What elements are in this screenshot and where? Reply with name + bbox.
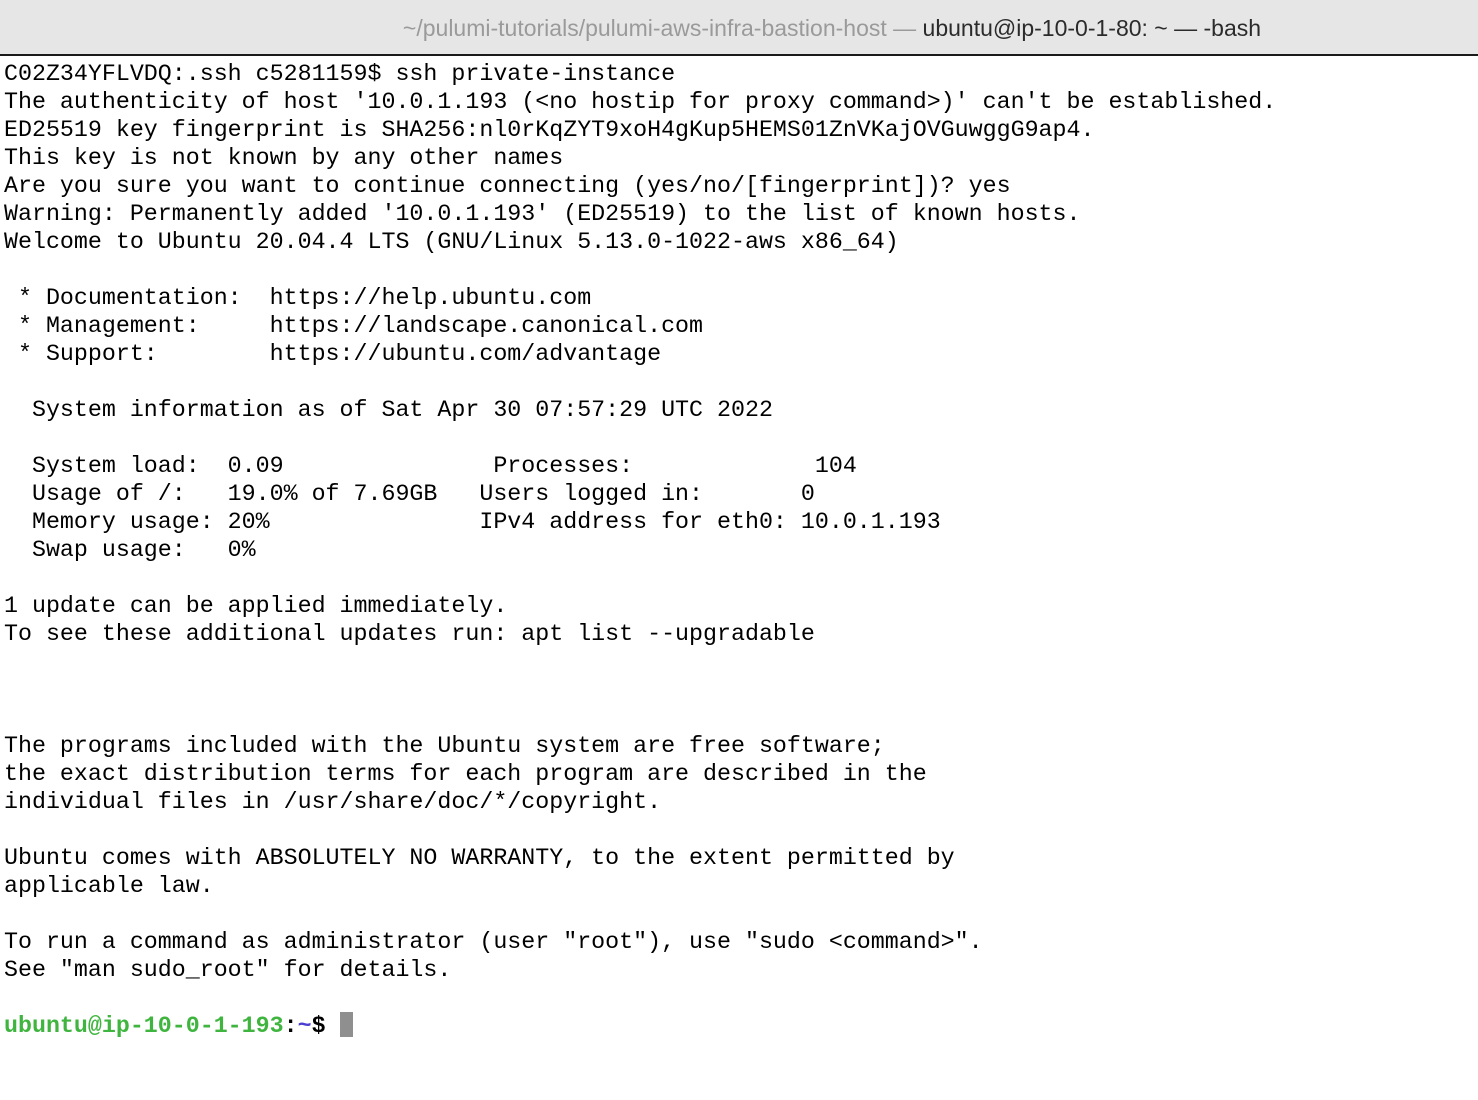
title-separator: — xyxy=(886,15,923,41)
terminal-line xyxy=(4,648,1474,676)
prompt-symbol: $ xyxy=(311,1013,326,1039)
terminal-line xyxy=(4,368,1474,396)
terminal-line: Ubuntu comes with ABSOLUTELY NO WARRANTY, to the extent permitted by xyxy=(4,845,955,871)
terminal-line: Welcome to Ubuntu 20.04.4 LTS (GNU/Linux 5.13.0-1022-aws x86_64) xyxy=(4,229,899,255)
terminal-line: C02Z34YFLVDQ:.ssh c5281159$ ssh private-instance xyxy=(4,61,676,87)
title-path: ~/pulumi-tutorials/pulumi-aws-infra-bastion-host xyxy=(402,15,887,41)
terminal-line: Are you sure you want to continue connecting (yes/no/[fingerprint])? yes xyxy=(4,173,1011,199)
text-cursor xyxy=(340,1012,353,1037)
terminal-line xyxy=(4,256,1474,284)
terminal-line xyxy=(4,676,1474,704)
terminal-line: System information as of Sat Apr 30 07:57:29 UTC 2022 xyxy=(4,397,773,423)
title-bar[interactable] xyxy=(0,0,1478,56)
terminal-line: ED25519 key fingerprint is SHA256:nl0rKqZYT9xoH4gKup5HEMS01ZnVKajOVGuwggG9ap4. xyxy=(4,117,1095,143)
title-session: ubuntu@ip-10-0-1-80: ~ — -bash xyxy=(922,15,1262,41)
terminal-line: The programs included with the Ubuntu system are free software; xyxy=(4,733,885,759)
terminal-line xyxy=(4,704,1474,732)
terminal-line: Warning: Permanently added '10.0.1.193' (ED25519) to the list of known hosts. xyxy=(4,201,1081,227)
terminal-line xyxy=(4,564,1474,592)
terminal-line: To see these additional updates run: apt list --upgradable xyxy=(4,621,815,647)
terminal-line: Memory usage: 20% IPv4 address for eth0: 10.0.1.193 xyxy=(4,509,941,535)
terminal-line: * Documentation: https://help.ubuntu.com xyxy=(4,285,592,311)
prompt-path: ~ xyxy=(297,1013,312,1039)
terminal-output[interactable] xyxy=(4,60,1474,1040)
terminal-line xyxy=(4,816,1474,844)
terminal-line: Usage of /: 19.0% of 7.69GB Users logged in: 0 xyxy=(4,481,815,507)
terminal-line: individual files in /usr/share/doc/*/copyright. xyxy=(4,789,662,815)
terminal-line xyxy=(4,984,1474,1012)
terminal-line xyxy=(4,900,1474,928)
prompt-user-host: ubuntu@ip-10-0-1-193 xyxy=(4,1013,284,1039)
terminal-line xyxy=(4,424,1474,452)
terminal-line: Swap usage: 0% xyxy=(4,537,256,563)
terminal-line: * Management: https://landscape.canonical.com xyxy=(4,313,704,339)
prompt-colon: : xyxy=(283,1013,298,1039)
window-title xyxy=(0,13,1478,43)
terminal-line: applicable law. xyxy=(4,873,214,899)
terminal-line: See "man sudo_root" for details. xyxy=(4,957,452,983)
terminal-line: The authenticity of host '10.0.1.193 (<no hostip for proxy command>)' can't be established. xyxy=(4,89,1277,115)
terminal-line: To run a command as administrator (user "root"), use "sudo <command>". xyxy=(4,929,983,955)
terminal-lines xyxy=(4,60,1474,1012)
shell-prompt[interactable] xyxy=(4,1012,1474,1040)
terminal-line: the exact distribution terms for each program are described in the xyxy=(4,761,927,787)
terminal-line: This key is not known by any other names xyxy=(4,145,564,171)
terminal-line: 1 update can be applied immediately. xyxy=(4,593,508,619)
terminal-line: System load: 0.09 Processes: 104 xyxy=(4,453,857,479)
terminal-line: * Support: https://ubuntu.com/advantage xyxy=(4,341,662,367)
